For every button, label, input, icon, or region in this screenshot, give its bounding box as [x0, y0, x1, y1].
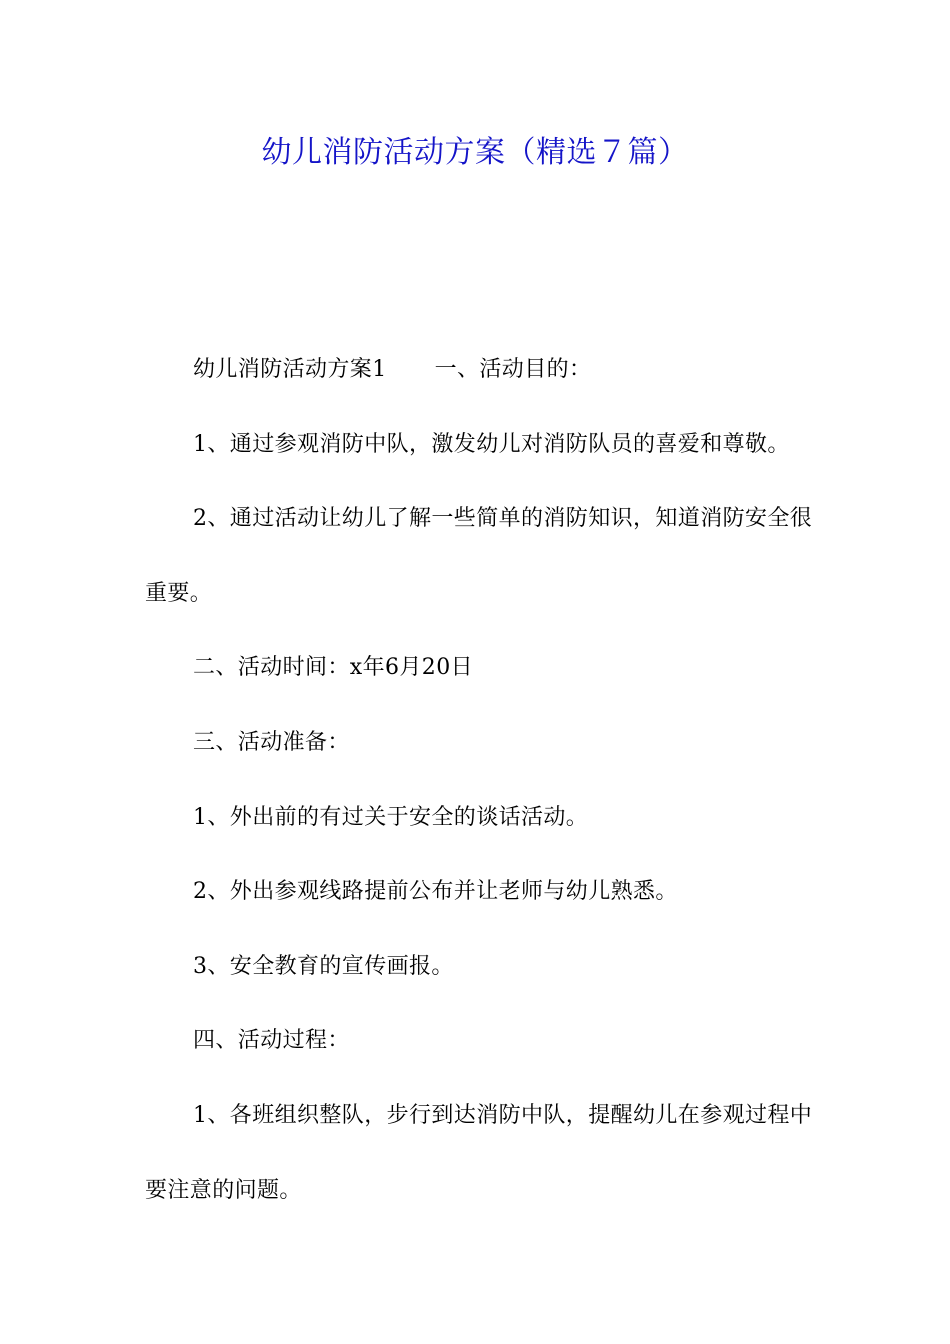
section-heading-time: 二、活动时间：x年6月20日: [193, 655, 473, 681]
section-heading-preparation: 三、活动准备：: [193, 729, 350, 755]
paragraph-preparation-2: 2、外出参观线路提前公布并让老师与幼儿熟悉。: [193, 879, 678, 905]
paragraph-purpose-1: 1、通过参观消防中队，激发幼儿对消防队员的喜爱和尊敬。: [193, 431, 790, 457]
paragraph-preparation-3: 3、安全教育的宣传画报。: [193, 953, 454, 979]
document-body: [145, 333, 817, 1228]
section-heading-process: 四、活动过程：: [193, 1028, 350, 1054]
section-heading-purpose: 一、活动目的：: [434, 357, 592, 382]
document-title: 幼儿消防活动方案（精选７篇）: [261, 135, 689, 170]
plan-heading: 幼儿消防活动方案1: [193, 357, 387, 382]
paragraph-preparation-1: 1、外出前的有过关于安全的谈话活动。: [193, 804, 589, 830]
paragraph-purpose-2: 2、通过活动让幼儿了解一些简单的消防知识，知道消防安全很重要。: [145, 506, 813, 606]
first-line: [145, 333, 817, 408]
paragraph-process-1: 1、各班组织整队，步行到达消防中队，提醒幼儿在参观过程中要注意的问题。: [145, 1102, 813, 1203]
